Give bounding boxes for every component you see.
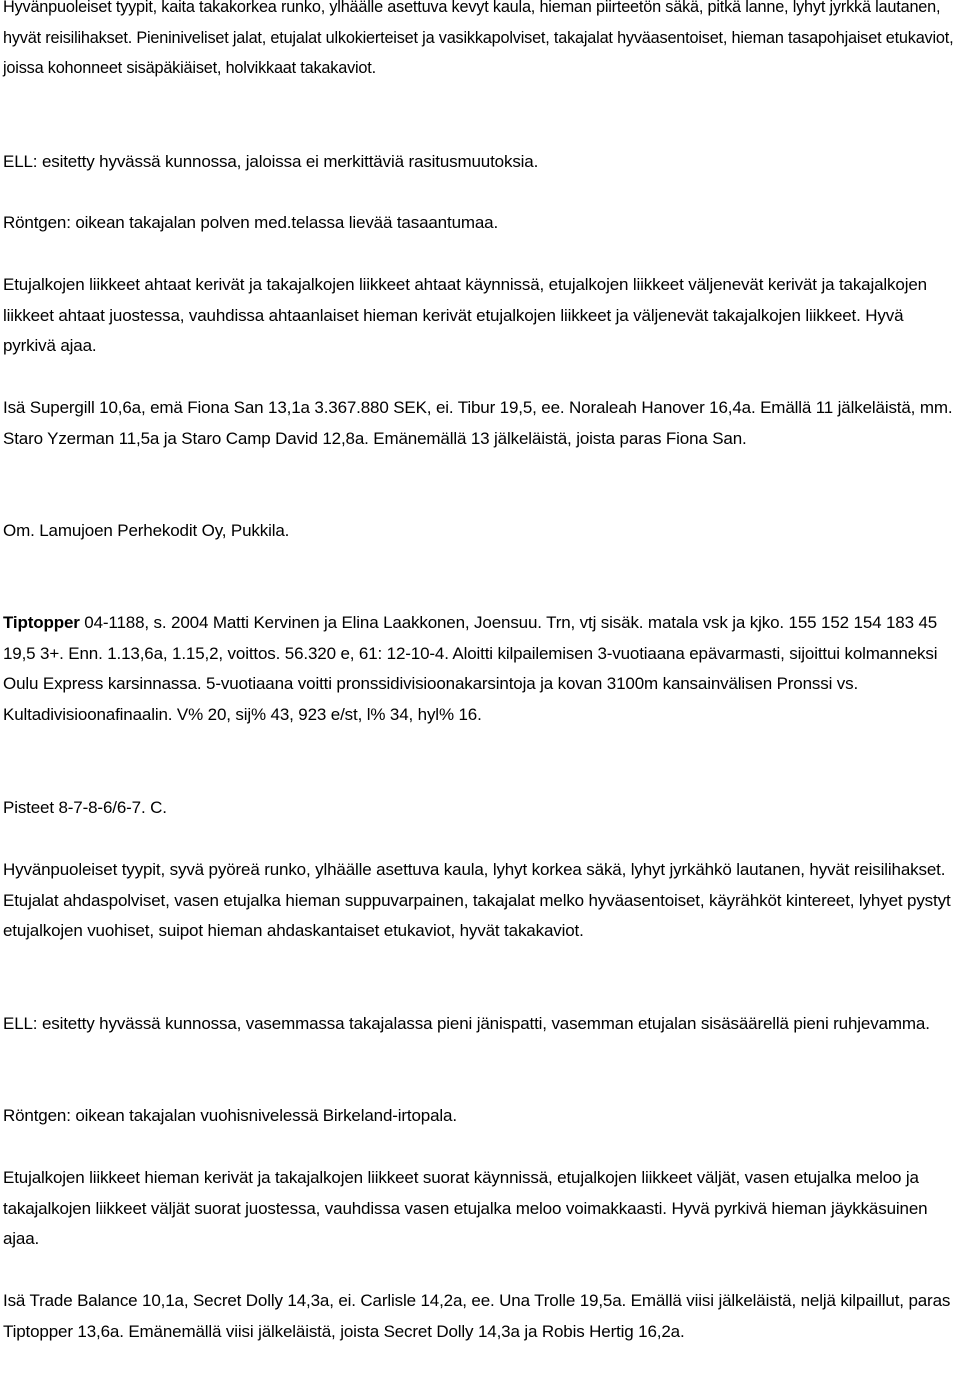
paragraph-first-vet-check: ELL: esitetty hyvässä kunnossa, jaloissa ei merkittäviä rasitusmuutoksia. xyxy=(3,152,539,171)
paragraph-tiptopper-gait: Etujalkojen liikkeet hieman kerivät ja takajalkojen liikkeet suorat käynnissä, etujalkojen liikkeet väljät, vasen etujalka meloo ja takajalkojen liikkeet väljät suorat juostessa, vauhdissa vasen etujalka meloo voimakkaasti. Hyvä pyrkivä hieman jäykkäsuinen ajaa. xyxy=(3,1168,928,1248)
horse-name-tiptopper: Tiptopper xyxy=(3,613,80,632)
paragraph-tiptopper-vet-check: ELL: esitetty hyvässä kunnossa, vasemmassa takajalassa pieni jänispatti, vasemman etujalan sisäsäärellä pieni ruhjevamma. xyxy=(3,1014,930,1033)
horse-record-tiptopper: 04-1188, s. 2004 Matti Kervinen ja Elina Laakkonen, Joensuu. Trn, vtj sisäk. matala vsk ja kjko. 155 152 154 183 45 19,5 3+. Enn. 1.13,6a, 1.15,2, voittos. 56.320 e, 61: 12-10-4. Aloitti kilpailemisen 3-vuotiaana epävarmasti, sijoittui kolmanneksi Oulu Express karsinnassa. 5-vuotiaana voitti pronssidivisioonakarsintoja ja kovan 3100m kansainvälisen Pronssi vs. Kultadivisioonafinaalin. V% 20, sij% 43, 923 e/st, l% 34, hyl% 16. xyxy=(3,613,938,724)
paragraph-tiptopper-description: Hyvänpuoleiset tyypit, syvä pyöreä runko, ylhäälle asettuva kaula, lyhyt korkea säkä, lyhyt jyrkähkö lautanen, hyvät reisilihakset. Etujalat ahdaspolviset, vasen etujalka hieman suppuvarpainen, takajalat melko hyväasentoiset, käyrähköt kintereet, lyhyet pystyt etujalkojen vuohiset, suipot hieman ahdaskantaiset etukaviot, hyvät takakaviot. xyxy=(3,860,951,940)
paragraph-first-gait: Etujalkojen liikkeet ahtaat kerivät ja takajalkojen liikkeet ahtaat käynnissä, etujalkojen liikkeet väljenevät kerivät ja takajalkojen liikkeet ahtaat juostessa, vauhdissa ahtaanlaiset hieman kerivät etujalkojen liikkeet ja väljenevät takajalkojen liikkeet. Hyvä pyrkivä ajaa. xyxy=(3,275,927,355)
paragraph-tiptopper-pedigree: Isä Trade Balance 10,1a, Secret Dolly 14,3a, ei. Carlisle 14,2a, ee. Una Trolle 19,5a. Emällä viisi jälkeläistä, neljä kilpaillut, paras Tiptopper 13,6a. Emänemällä viisi jälkeläistä, joista Secret Dolly 14,3a ja Robis Hertig 16,2a. xyxy=(3,1291,951,1341)
paragraph-first-horse-description: Hyvänpuoleiset tyypit, kaita takakorkea runko, ylhäälle asettuva kevyt kaula, hieman piirteetön säkä, pitkä lanne, lyhyt jyrkkä lautanen, hyvät reisilihakset. Pieniniveliset jalat, etujalat ulkokierteiset ja vasikkapolviset, takajalat hyväasentoiset, hieman tasapohjaiset etukaviot, joissa kohonneet sisäpäkiäiset, holvikkaat takakaviot. xyxy=(3,0,954,77)
paragraph-first-owner: Om. Lamujoen Perhekodit Oy, Pukkila. xyxy=(3,521,290,540)
paragraph-first-xray: Röntgen: oikean takajalan polven med.telassa lievää tasaantumaa. xyxy=(3,213,499,232)
paragraph-tiptopper-xray: Röntgen: oikean takajalan vuohisnivelessä Birkeland-irtopala. xyxy=(3,1106,457,1125)
paragraph-first-pedigree: Isä Supergill 10,6a, emä Fiona San 13,1a 3.367.880 SEK, ei. Tibur 19,5, ee. Noraleah Hanover 16,4a. Emällä 11 jälkeläistä, mm. Staro Yzerman 11,5a ja Staro Camp David 12,8a. Emänemällä 13 jälkeläistä, joista paras Fiona San. xyxy=(3,398,953,448)
paragraph-tiptopper-points: Pisteet 8-7-8-6/6-7. C. xyxy=(3,798,167,817)
paragraph-tiptopper-record xyxy=(3,608,958,730)
